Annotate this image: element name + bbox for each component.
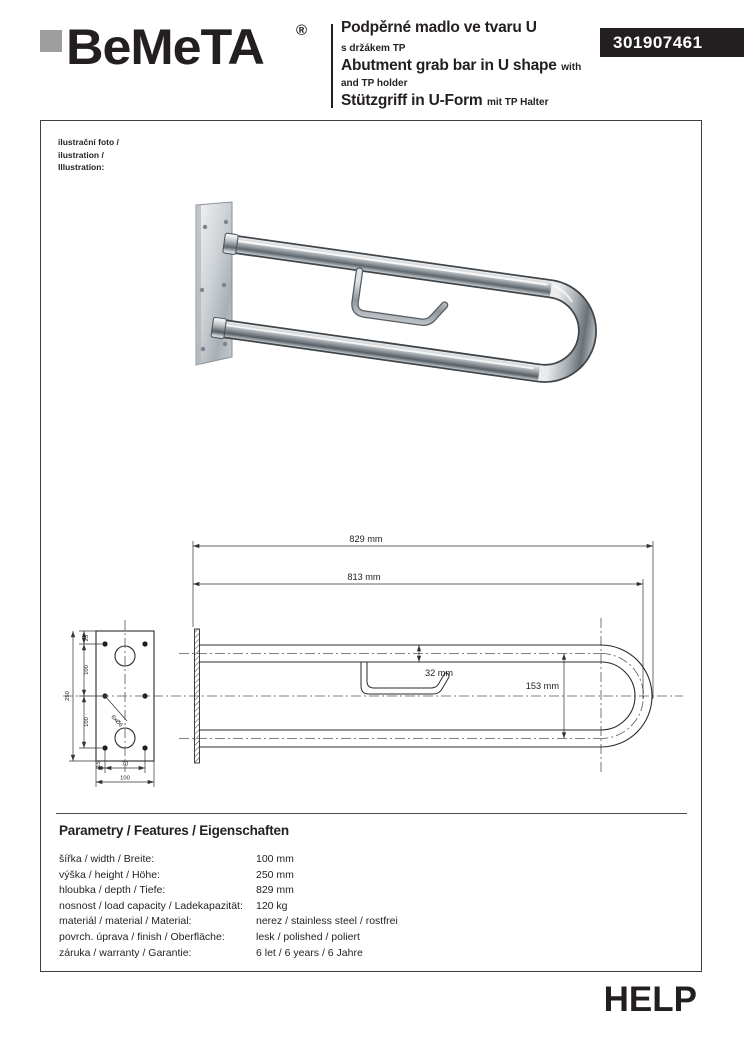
param-value-load: 120 kg	[256, 899, 288, 912]
logo-square-icon	[40, 30, 62, 52]
param-value-finish: lesk / polished / poliert	[256, 930, 360, 943]
side-view-plate	[195, 629, 200, 763]
parameters-heading: Parametry / Features / Eigenschaften	[59, 823, 289, 838]
illustration-label-line2: ilustration /	[58, 149, 104, 160]
dim-829-label: 829 mm	[349, 534, 383, 544]
photo-grab-bar	[211, 233, 594, 389]
dim-829	[193, 541, 653, 699]
dim-813	[193, 579, 643, 699]
dim-15-label: 15	[96, 761, 102, 768]
side-view-tp-holder	[361, 662, 449, 694]
dim-100-lower-label: 100	[84, 717, 90, 727]
photo-wall-plate	[196, 202, 232, 365]
registered-trademark: ®	[296, 22, 308, 39]
series-logo: HELP	[603, 980, 697, 1019]
dim-250-label: 250	[65, 691, 71, 701]
side-view-centerlines	[63, 618, 683, 773]
param-label-material: materiál / material / Material:	[59, 915, 192, 928]
parameters-table	[59, 852, 656, 961]
param-value-depth: 829 mm	[256, 884, 294, 897]
illustration-label	[58, 136, 119, 174]
param-value-width: 100 mm	[256, 853, 294, 865]
param-label-load: nosnost / load capacity / Ladekapazität:	[59, 899, 243, 912]
product-title-en: Abutment grab bar in U shape	[341, 56, 557, 74]
dim-70-label: 70	[121, 761, 129, 768]
parameters-separator	[56, 813, 687, 814]
product-title-block	[341, 20, 601, 112]
table-row	[59, 868, 656, 884]
table-row	[59, 946, 656, 962]
brand-logo: BeMeTA	[66, 19, 264, 75]
product-photo	[149, 187, 697, 503]
holes-note-label: 6xØ6	[109, 714, 124, 729]
table-row	[59, 852, 656, 868]
illustration-label-line3: Illustration:	[58, 162, 105, 172]
product-subtitle-de: mit TP Halter	[486, 97, 549, 109]
dim-100-width-label: 100	[120, 775, 130, 782]
param-label-finish: povrch. úprava / finish / Oberfläche:	[59, 930, 225, 943]
content-box	[40, 120, 702, 972]
param-label-width: šířka / width / Breite:	[59, 853, 155, 865]
dim-32-label: 32 mm	[424, 668, 454, 678]
param-label-depth: hloubka / depth / Tiefe:	[59, 884, 166, 897]
table-row	[59, 930, 656, 946]
param-label-warranty: záruka / warranty / Garantie:	[59, 946, 192, 959]
illustration-label-line1: ilustrační foto /	[58, 137, 119, 147]
param-value-height: 250 mm	[256, 868, 294, 881]
dim-153-label: 153 mm	[525, 681, 559, 691]
dim-813-label: 813 mm	[347, 572, 381, 582]
dim-25-label: 25	[84, 634, 90, 642]
table-row	[59, 883, 656, 899]
param-label-height: výška / height / Höhe:	[59, 868, 160, 881]
param-value-warranty: 6 let / 6 years / 6 Jahre	[256, 946, 363, 959]
product-code-badge	[600, 28, 744, 57]
product-code: 301907461	[613, 33, 703, 52]
table-row	[59, 914, 656, 930]
header-divider	[331, 24, 333, 108]
param-value-material: nerez / stainless steel / rostfrei	[256, 915, 398, 928]
dim-100-upper-label: 100	[84, 665, 90, 675]
holes-leader	[105, 696, 127, 729]
table-row	[59, 899, 656, 915]
product-subtitle-cs: s držákem TP	[341, 42, 406, 54]
technical-drawing	[51, 521, 696, 811]
product-title-de: Stützgriff in U-Form	[341, 92, 483, 110]
product-title-cs: Podpěrné madlo ve tvaru U	[341, 19, 537, 36]
product-subtitle-en: with and TP holder	[341, 61, 582, 90]
